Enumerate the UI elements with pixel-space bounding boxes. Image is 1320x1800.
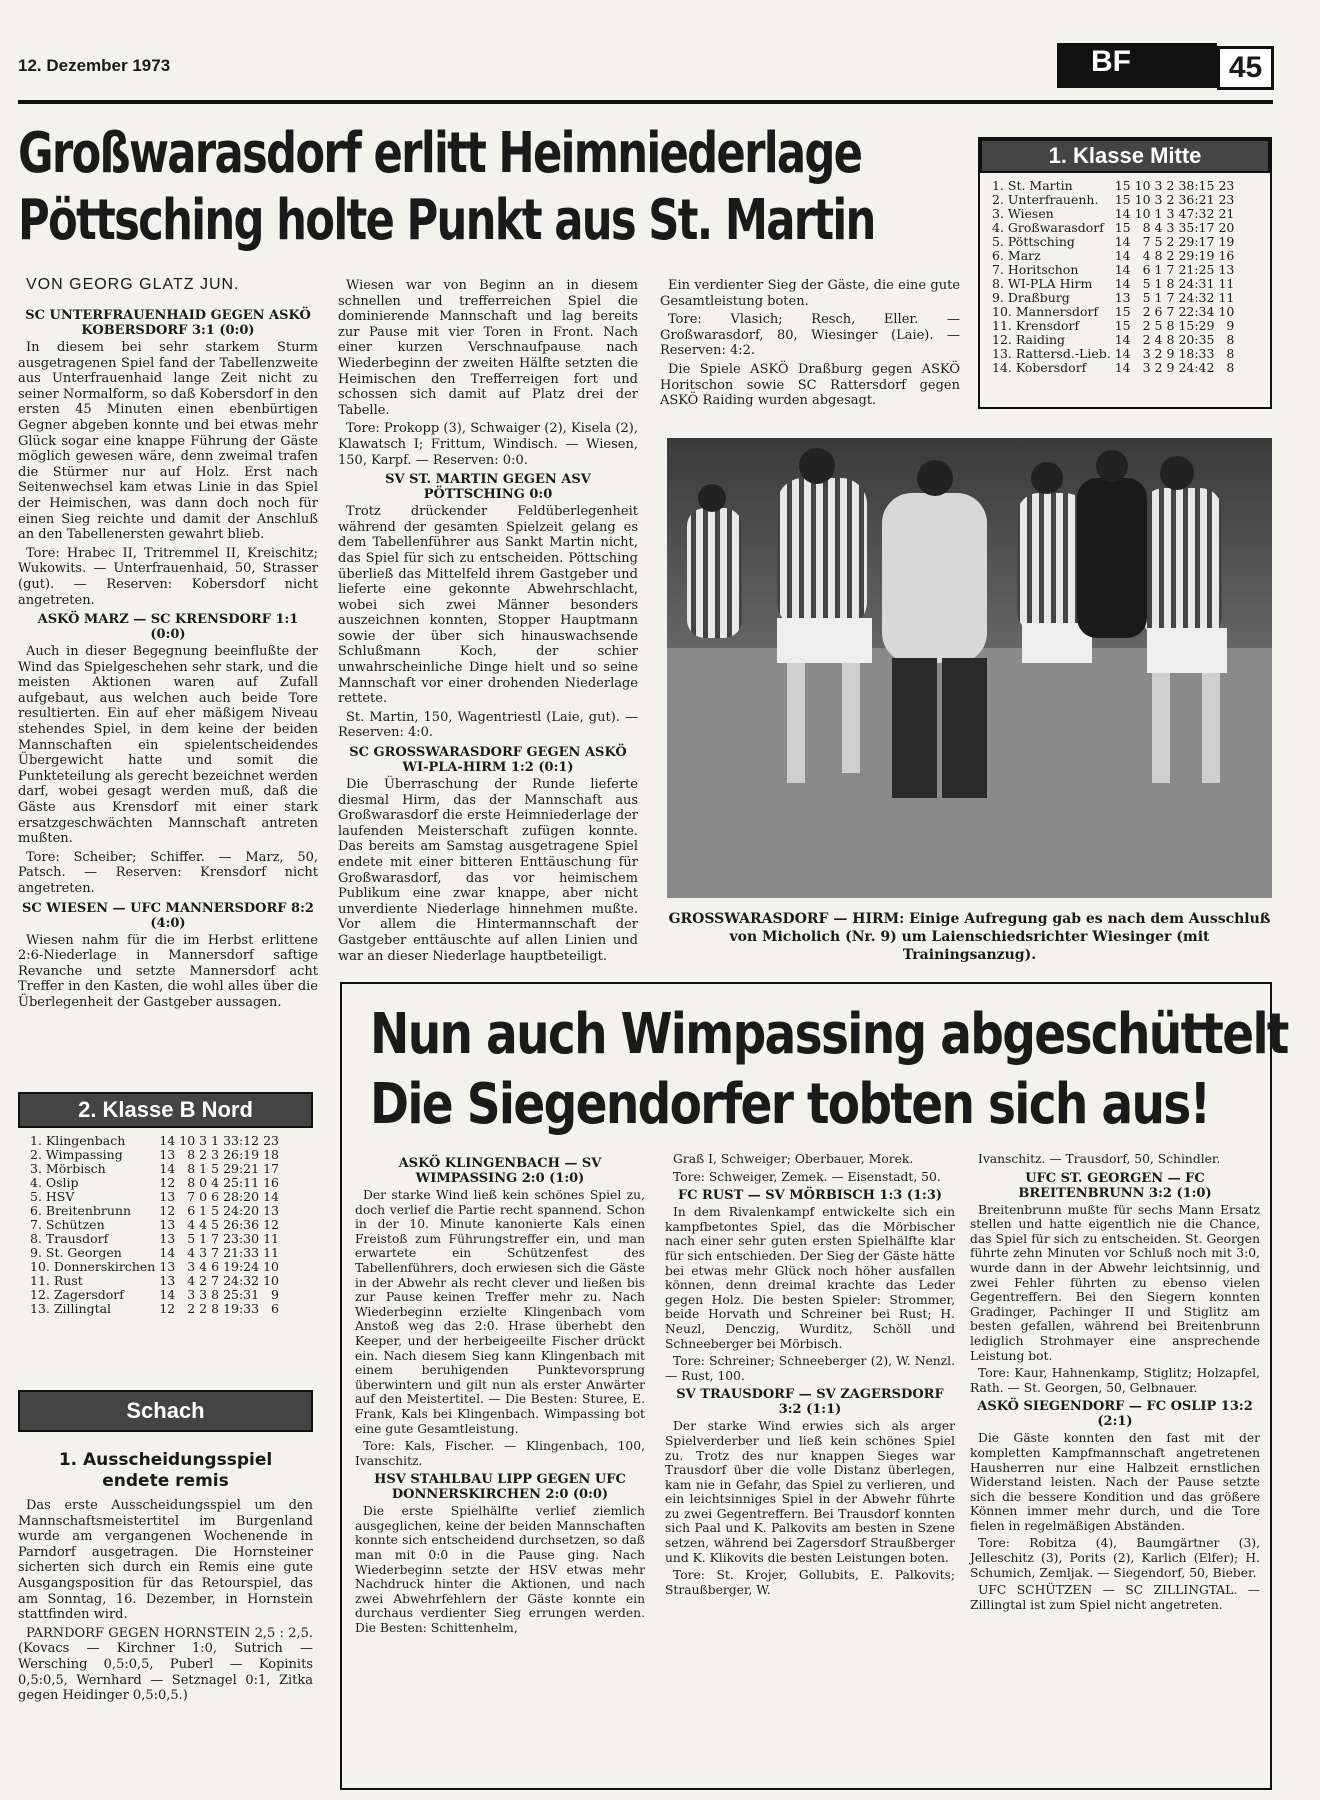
stat-cell: 19:33 (223, 1301, 260, 1316)
header-rule (18, 100, 1273, 104)
stat-cell: 20:35 (1178, 332, 1215, 347)
team-name: 2. Unterfrauenh. (992, 192, 1099, 207)
stat-cell: 2 (199, 1147, 208, 1162)
stat-cell: 11 (263, 1245, 279, 1260)
stat-cell: 21 (1218, 206, 1235, 221)
stat-cell: 8 (1166, 318, 1175, 333)
stat-cell: 24:32 (223, 1273, 260, 1288)
match-photo (667, 438, 1272, 898)
second-headline-line1: Nun auch Wimpassing abgeschüttelt (370, 1002, 1288, 1067)
stat-cell: 7 (1166, 304, 1175, 319)
stat-cell: 24:42 (1178, 360, 1215, 375)
stat-cell: 3 (187, 1287, 196, 1302)
match-heading: ASKÖ MARZ — SC KRENSDORF 1:1 (0:0) (37, 612, 299, 643)
stat-cell: 5 (211, 1217, 220, 1232)
standings-row (990, 277, 1236, 291)
stat-cell: 14 (1114, 346, 1131, 361)
stat-cell: 10 (179, 1133, 196, 1148)
stat-cell: 8 (1166, 276, 1175, 291)
standings-nord-table (28, 1134, 281, 1316)
chess-article (18, 1450, 313, 1707)
standings-row (990, 221, 1236, 235)
stat-cell: 4 (187, 1217, 196, 1232)
stat-cell: 14 (263, 1189, 279, 1204)
standings-nord (18, 1092, 313, 1352)
stat-cell: 8 (1154, 248, 1163, 263)
paragraph: Wiesen war von Beginn an in diesem schnellen und trefferreichen Spiel die dominierende Mannschaft und lag bereits zur Pause mit vier Toren in Front. Nach einer kurzen Verschnaufpause nach Wiederbeginn der zweiten Hälfte setzten die Heimischen den Trefferreigen fort und schossen sich damit auf Platz drei der Tabelle. (338, 278, 638, 418)
stat-cell: 7 (211, 1231, 220, 1246)
stat-cell: 14 (1114, 332, 1131, 347)
stat-cell: 24:32 (1178, 290, 1215, 305)
team-name: 2. Wimpassing (30, 1147, 123, 1162)
stat-cell: 12 (159, 1301, 176, 1316)
standings-row (28, 1162, 281, 1176)
team-name: 6. Marz (992, 248, 1041, 263)
players-image (667, 438, 1272, 898)
stat-cell: 12 (263, 1217, 279, 1232)
stat-cell: 13 (1114, 290, 1131, 305)
main-headline-line2: Pöttsching holte Punkt aus St. Martin (18, 188, 875, 253)
paragraph: Wiesen nahm für die im Herbst erlittene 2:6-Niederlage in Mannersdorf saftige Revanche und setzte Mannersdorf acht Treffer in den Kasten, die wohl alles über die Überlegenheit der Gastgeber aussagen. (18, 932, 318, 1010)
paragraph: Tore: Robitza (4), Baumgärtner (3), Jelleschitz (3), Porits (2), Karlich (Elfer); H. Schumich, Zemljak. — Siegendorf, 50, Bieber. (970, 1536, 1260, 1580)
stat-cell: 3 (1154, 178, 1163, 193)
team-name: 11. Rust (30, 1273, 83, 1288)
stat-cell: 10 (1134, 206, 1151, 221)
article-column-2 (338, 278, 638, 967)
stat-cell: 10 (263, 1259, 279, 1274)
team-name: 4. Großwarasdorf (992, 220, 1104, 235)
standings-nord-title: 2. Klasse B Nord (18, 1092, 313, 1128)
stat-cell: 38:15 (1178, 178, 1215, 193)
stat-cell: 23 (263, 1133, 279, 1148)
paragraph: Der starke Wind erwies sich als arger Spielverderber und ließ kein schönes Spiel zu. Trotz des nur knappen Sieges war Trausdorf über die volle Distanz überlegen, kam nie in Gefahr, das Spiel zu verlieren, und ein leichtsinniges Spiel in der Abwehr führte zu zwei Gegentreffern. Bei Trausdorf konnten sich Paal und K. Palkovits am besten in Szene setzen, während bei Zagersdorf Straußberger und K. Klikovits die besten Leistungen boten. (665, 1419, 955, 1565)
stat-cell: 10 (1134, 178, 1151, 193)
paragraph: Trotz drückender Feldüberlegenheit während der gesamten Spielzeit gelang es dem Tabellenführer aus Sankt Martin nicht, das Spiel für sich zu entscheiden. Pöttsching überließ das Mittelfeld ihrem Gastgeber und lieferte eine gekonnte Abwehrschlacht, wobei sich zwei Männer besonders auszeichnen konnten, Stopper Hauptmann sowie der über sich hinauswachsende Schlußmann Koch, der schier unwahrscheinliche Dinge hielt und so seine Mannschaft vor einer drohenden Niederlage rettete. (338, 504, 638, 707)
stat-cell: 7 (211, 1245, 220, 1260)
stat-cell: 3 (199, 1245, 208, 1260)
stat-cell: 10 (263, 1273, 279, 1288)
article-column-c (970, 1152, 1260, 1615)
stat-cell: 20 (1218, 220, 1235, 235)
stat-cell: 6 (271, 1301, 279, 1316)
match-heading: SC UNTERFRAUENHAID GEGEN ASKÖ KOBERSDORF 3:1 (0:0) (25, 308, 311, 338)
stat-cell: 14 (1114, 206, 1131, 221)
stat-cell: 5 (211, 1161, 220, 1176)
stat-cell: 3 (1142, 346, 1151, 361)
stat-cell: 4 (199, 1217, 208, 1232)
match-heading: SV TRAUSDORF — SV ZAGERSDORF 3:2 (1:1) (676, 1387, 944, 1418)
standings-row (990, 319, 1236, 333)
stat-cell: 8 (211, 1301, 220, 1316)
match-heading: UFC ST. GEORGEN — FC BREITENBRUNN 3:2 (1:0) (1018, 1170, 1212, 1201)
stat-cell: 25:11 (223, 1175, 260, 1190)
standings-row (990, 333, 1236, 347)
stat-cell: 35:17 (1178, 220, 1215, 235)
stat-cell: 13 (263, 1203, 279, 1218)
stat-cell: 11 (1218, 290, 1235, 305)
stat-cell: 8 (1226, 360, 1235, 375)
standings-row (28, 1218, 281, 1232)
standings-row (28, 1204, 281, 1218)
stat-cell: 14 (1114, 360, 1131, 375)
match-heading: SC WIESEN — UFC MANNERSDORF 8:2 (4:0) (22, 900, 314, 931)
stat-cell: 4 (211, 1175, 220, 1190)
stat-cell: 21:33 (223, 1245, 260, 1260)
article-column-a (355, 1152, 645, 1639)
stat-cell: 22:34 (1178, 304, 1215, 319)
stat-cell: 15 (1114, 178, 1131, 193)
standings-mitte (978, 137, 1272, 409)
stat-cell: 26:36 (223, 1217, 260, 1232)
paragraph: Der starke Wind ließ kein schönes Spiel zu, doch verlief die Partie recht spannend. Schon in der 10. Minute kanonierte Kals einen Freistoß zum Führungstreffer ein, und man erwartete ein Schützenfest des Tabellenführers, doch erwiesen sich die Gäste in der Abwehr als recht clever und ließen bis zur Pause keinen Treffer mehr zu. Nach Wiederbeginn erzielte Klingenbach vom Anstoß weg das 2:0. Hrase überhebt den Keeper, und der herbeigeeilte Fischer drückt ein. Nach diesem Sieg kann Klingenbach mit einem beruhigenden Punktevorsprung überwintern und gilt nun als erster Anwärter auf den Meistertitel. — Die Besten: Sturee, E. Frank, Kals bei Klingenbach. Wimpassing bot eine gute Gesamtleistung. (355, 1188, 645, 1436)
stat-cell: 29:19 (1178, 248, 1215, 263)
stat-cell: 4 (1142, 248, 1151, 263)
paragraph: Die Überraschung der Runde lieferte diesmal Hirm, das der Mannschaft aus Großwarasdorf die erste Heimniederlage der laufenden Meisterschaft zufügen konnte. Das bereits am Samstag ausgetragene Spiel endete mit einer bitteren Enttäuschung für Großwarasdorf, das vor heimischem Publikum eine zwar knappe, aber nicht unverdiente Niederlage hinnehmen mußte. Vor allem die Hintermannschaft der Gastgeber enttäuschte auf allen Linien und war an dieser Niederlage hauptbeteiligt. (338, 777, 638, 964)
stat-cell: 14 (1114, 276, 1131, 291)
stat-cell: 8 (1226, 346, 1235, 361)
team-name: 3. Mörbisch (30, 1161, 106, 1176)
standings-row (990, 179, 1236, 193)
stat-cell: 3 (199, 1133, 208, 1148)
match-heading: SC GROSSWARASDORF GEGEN ASKÖ WI-PLA-HIRM 1:2 (0:1) (349, 745, 627, 776)
team-name: 3. Wiesen (992, 206, 1054, 221)
paragraph: In dem Rivalenkampf entwickelte sich ein kampfbetontes Spiel, das die Mörbischer nach einer sehr guten ersten Spielhälfte klar für sich entschieden. Der Sieg der Gäste hätte bei etwas mehr Glück noch höher ausfallen können, denn dreimal krachte das Leder gegen Holz. Die besten Spieler: Strommer, beide Horvath und Schreiner bei Rust; H. Neuzl, Denczig, Wurditz, Schöll und Schneeberger bei Mörbisch. (665, 1205, 955, 1351)
stat-cell: 10 (1218, 304, 1235, 319)
standings-row (990, 305, 1236, 319)
paragraph: Tore: Kals, Fischer. — Klingenbach, 100, Ivanschitz. (355, 1439, 645, 1468)
stat-cell: 23:30 (223, 1231, 260, 1246)
stat-cell: 14 (159, 1133, 176, 1148)
stat-cell: 8 (187, 1175, 196, 1190)
stat-cell: 3 (199, 1287, 208, 1302)
stat-cell: 25:31 (223, 1287, 260, 1302)
team-name: 10. Mannersdorf (992, 304, 1099, 319)
team-name: 9. St. Georgen (30, 1245, 122, 1260)
paragraph: Graß I, Schweiger; Oberbauer, Morek. (673, 1152, 914, 1166)
stat-cell: 3 (1154, 192, 1163, 207)
standings-row (990, 347, 1236, 361)
stat-cell: 1 (1154, 290, 1163, 305)
stat-cell: 6 (187, 1203, 196, 1218)
stat-cell: 3 (1166, 220, 1175, 235)
stat-cell: 24:20 (223, 1203, 260, 1218)
standings-row (28, 1176, 281, 1190)
stat-cell: 4 (187, 1245, 196, 1260)
stat-cell: 1 (199, 1231, 208, 1246)
stat-cell: 16 (1218, 248, 1235, 263)
team-name: 8. Trausdorf (30, 1231, 109, 1246)
stat-cell: 6 (211, 1259, 220, 1274)
stat-cell: 18:33 (1178, 346, 1215, 361)
standings-mitte-table (990, 179, 1236, 375)
stat-cell: 8 (187, 1161, 196, 1176)
stat-cell: 4 (1154, 220, 1163, 235)
standings-row (28, 1148, 281, 1162)
stat-cell: 8 (1166, 332, 1175, 347)
stat-cell: 15 (1114, 304, 1131, 319)
stat-cell: 36:21 (1178, 192, 1215, 207)
stat-cell: 15 (1114, 220, 1131, 235)
article-column-b (665, 1152, 955, 1600)
standings-row (990, 291, 1236, 305)
paragraph: Auch in dieser Begegnung beeinflußte der Wind das Spielgeschehen sehr stark, und die meisten Aktionen waren auf Zufall aufgebaut, aus welchen auch beide Tore resultierten. Ein auf eher mäßigem Niveau stehendes Spiel, in dem keine der beiden Mannschaften ein spielentscheidendes Übergewicht hatte und somit die Punkteteilung als gerecht bezeichnet werden darf, wobei gesagt werden muß, daß die Gäste aus Krensdorf mit einer stark ersatzgeschwächten Mannschaft antreten mußten. (18, 644, 318, 847)
stat-cell: 29:17 (1178, 234, 1215, 249)
stat-cell: 33:12 (223, 1133, 260, 1148)
standings-mitte-title: 1. Klasse Mitte (980, 139, 1270, 173)
stat-cell: 14 (159, 1161, 176, 1176)
stat-cell: 47:32 (1178, 206, 1215, 221)
second-headline (370, 1000, 1288, 1140)
paragraph: Tore: St. Krojer, Gollubits, E. Palkovits; Straußberger, W. (665, 1568, 955, 1597)
stat-cell: 28:20 (223, 1189, 260, 1204)
standings-row (28, 1288, 281, 1302)
stat-cell: 4 (187, 1273, 196, 1288)
stat-cell: 1 (1154, 206, 1163, 221)
standings-row (28, 1246, 281, 1260)
standings-row (990, 263, 1236, 277)
stat-cell: 13 (1218, 262, 1235, 277)
stat-cell: 13 (159, 1147, 176, 1162)
stat-cell: 2 (1154, 346, 1163, 361)
standings-row (28, 1134, 281, 1148)
paragraph: Die Spiele ASKÖ Draßburg gegen ASKÖ Horitschon sowie SC Rattersdorf gegen ASKÖ Raiding wurden abgesagt. (660, 361, 960, 409)
stat-cell: 12 (159, 1203, 176, 1218)
stat-cell: 12 (159, 1175, 176, 1190)
paragraph: PARNDORF GEGEN HORNSTEIN 2,5 : 2,5. (Kovacs — Kirchner 1:0, Sutrich — Wersching 0,5:0,5, Puberl — Kopinits 0,5:0,5, Wernhard — Setznagel 0:1, Zitka gegen Heidinger 0,5:0,5.) (18, 1625, 313, 1704)
match-heading: ASKÖ KLINGENBACH — SV WIMPASSING 2:0 (1:0) (398, 1156, 602, 1186)
article-column-3 (660, 278, 960, 412)
standings-row (990, 193, 1236, 207)
match-heading: ASKÖ SIEGENDORF — FC OSLIP 13:2 (2:1) (977, 1399, 1253, 1430)
chess-headline: 1. Ausscheidungsspiel endete remis (58, 1450, 273, 1491)
stat-cell: 2 (1166, 234, 1175, 249)
stat-cell: 3 (187, 1259, 196, 1274)
stat-cell: 8 (1142, 220, 1151, 235)
team-name: 1. Klingenbach (30, 1133, 126, 1148)
stat-cell: 7 (211, 1273, 220, 1288)
second-headline-line2: Die Siegendorfer tobten sich aus! (370, 1072, 1210, 1137)
stat-cell: 3 (1142, 360, 1151, 375)
stat-cell: 2 (199, 1301, 208, 1316)
team-name: 11. Krensdorf (992, 318, 1080, 333)
stat-cell: 0 (199, 1175, 208, 1190)
stat-cell: 23 (1218, 192, 1235, 207)
paragraph: Tore: Schreiner; Schneeberger (2), W. Nenzl. — Rust, 100. (665, 1354, 955, 1383)
stat-cell: 2 (187, 1301, 196, 1316)
paragraph: Die erste Spielhälfte verlief ziemlich ausgeglichen, keine der beiden Mannschaften konnte sich entscheidend durchsetzen, so daß man mit 0:0 in die Pause ging. Nach Wiederbeginn setzte der HSV etwas mehr Nachdruck hinter die Aktionen, und nach zwei Abwehrfehlern der Gäste konnte ein durchaus verdienter Sieg errungen werden. Die Besten: Schittenhelm, (355, 1504, 645, 1636)
stat-cell: 3 (1166, 206, 1175, 221)
paragraph: Tore: Hrabec II, Tritremmel II, Kreischitz; Wukowits. — Unterfrauenhaid, 50, Strasser (gut). — Reserven: Kobersdorf nicht angetreten. (18, 545, 318, 608)
stat-cell: 5 (1142, 290, 1151, 305)
stat-cell: 8 (211, 1287, 220, 1302)
stat-cell: 13 (159, 1231, 176, 1246)
stat-cell: 9 (1166, 346, 1175, 361)
stat-cell: 7 (1166, 262, 1175, 277)
stat-cell: 8 (187, 1147, 196, 1162)
stat-cell: 15 (1114, 192, 1131, 207)
stat-cell: 13 (159, 1189, 176, 1204)
stat-cell: 1 (1154, 262, 1163, 277)
match-heading: FC RUST — SV MÖRBISCH 1:3 (1:3) (677, 1188, 943, 1204)
stat-cell: 14 (159, 1287, 176, 1302)
stat-cell: 5 (1154, 318, 1163, 333)
paragraph: Tore: Schweiger, Zemek. — Eisenstadt, 50. (673, 1169, 941, 1184)
stat-cell: 2 (1142, 304, 1151, 319)
stat-cell: 23 (1218, 178, 1235, 193)
team-name: 14. Kobersdorf (992, 360, 1087, 375)
stat-cell: 29:21 (223, 1161, 260, 1176)
team-name: 7. Horitschon (992, 262, 1079, 277)
article-column-1 (18, 304, 318, 1014)
standings-row (28, 1260, 281, 1274)
match-heading: HSV STAHLBAU LIPP GEGEN UFC DONNERSKIRCHEN 2:0 (0:0) (374, 1472, 626, 1503)
stat-cell: 2 (1154, 360, 1163, 375)
team-name: 5. HSV (30, 1189, 75, 1204)
stat-cell: 7 (1166, 290, 1175, 305)
paragraph: In diesem bei sehr starkem Sturm ausgetragenen Spiel fand der Tabellenzweite aus Unterfrauenhaid lange Zeit nicht zu seiner Normalform, so daß Kobersdorf in den ersten 45 Minuten einen ebenbürtigen Gegner abgeben konnte und bei etwas mehr Glück sogar eine knappe Führung der Gäste möglich gewesen wäre, denn zweimal trafen die Stürmer nur auf Holz. Erst nach Seitenwechsel kam etwas Linie in das Spiel der Heimischen, was dann doch noch für einen Sieg reichte und damit der Anschluß an den Tabellenersten gewahrt blieb. (18, 340, 318, 543)
byline: VON GEORG GLATZ JUN. (26, 276, 240, 293)
standings-row (990, 249, 1236, 263)
stat-cell: 5 (211, 1203, 220, 1218)
stat-cell: 6 (1154, 304, 1163, 319)
main-headline-line1: Großwarasdorf erlitt Heimniederlage (18, 121, 862, 186)
stat-cell: 7 (1142, 234, 1151, 249)
paragraph: Die Gäste konnten den fast mit der kompletten Kampfmannschaft angetretenen Hausherren nur eine Halbzeit ernstlichen Widerstand leisten. Nach der Pause setzte sich die bessere Kondition und das größere Können immer mehr durch, und die Tore fielen in regelmäßigen Abständen. (970, 1431, 1260, 1533)
stat-cell: 9 (1166, 360, 1175, 375)
stat-cell: 2 (1166, 178, 1175, 193)
brand-logo: BF (1057, 43, 1217, 88)
standings-row (28, 1274, 281, 1288)
stat-cell: 15:29 (1178, 318, 1215, 333)
stat-cell: 1 (199, 1203, 208, 1218)
stat-cell: 7 (187, 1189, 196, 1204)
stat-cell: 3 (211, 1147, 220, 1162)
stat-cell: 2 (1142, 318, 1151, 333)
stat-cell: 14 (1114, 234, 1131, 249)
team-name: 13. Rattersd.-Lieb. (992, 346, 1111, 361)
standings-row (990, 361, 1236, 375)
match-heading: SV ST. MARTIN GEGEN ASV PÖTTSCHING 0:0 (385, 472, 591, 503)
stat-cell: 8 (1226, 332, 1235, 347)
stat-cell: 9 (271, 1287, 279, 1302)
stat-cell: 18 (263, 1147, 279, 1162)
stat-cell: 17 (263, 1161, 279, 1176)
team-name: 13. Zillingtal (30, 1301, 112, 1316)
stat-cell: 0 (199, 1189, 208, 1204)
stat-cell: 14 (1114, 248, 1131, 263)
stat-cell: 13 (159, 1217, 176, 1232)
standings-row (28, 1232, 281, 1246)
team-name: 7. Schützen (30, 1217, 105, 1232)
stat-cell: 19 (1218, 234, 1235, 249)
standings-row (990, 235, 1236, 249)
stat-cell: 1 (211, 1133, 220, 1148)
stat-cell: 5 (187, 1231, 196, 1246)
paragraph: Ein verdienter Sieg der Gäste, die eine gute Gesamtleistung boten. (660, 278, 960, 309)
chess-section-title: Schach (18, 1390, 313, 1432)
stat-cell: 2 (1166, 248, 1175, 263)
photo-caption: GROSSWARASDORF — HIRM: Einige Aufregung gab es nach dem Ausschluß von Micholich (Nr. 9) um Laienschiedsrichter Wiesinger (mit Trainingsanzug). (668, 911, 1271, 963)
stat-cell: 6 (211, 1189, 220, 1204)
stat-cell: 13 (159, 1259, 176, 1274)
stat-cell: 14 (1114, 262, 1131, 277)
paragraph: Ivanschitz. — Trausdorf, 50, Schindler. (978, 1152, 1221, 1166)
standings-row (28, 1302, 281, 1316)
paragraph: St. Martin, 150, Wagentriestl (Laie, gut). — Reserven: 4:0. (338, 709, 638, 741)
page-number: 45 (1217, 46, 1274, 90)
stat-cell: 26:19 (223, 1147, 260, 1162)
stat-cell: 1 (1154, 276, 1163, 291)
stat-cell: 9 (1226, 318, 1235, 333)
team-name: 12. Raiding (992, 332, 1066, 347)
stat-cell: 2 (1166, 192, 1175, 207)
main-headline (18, 120, 875, 254)
standings-row (28, 1190, 281, 1204)
paragraph: Tore: Kaur, Hahnenkamp, Stiglitz; Holzapfel, Rath. — St. Georgen, 50, Gelbnauer. (970, 1366, 1260, 1395)
team-name: 1. St. Martin (992, 178, 1073, 193)
issue-date: 12. Dezember 1973 (18, 56, 171, 75)
paragraph: UFC SCHÜTZEN — SC ZILLINGTAL. — Zillingtal ist zum Spiel nicht angetreten. (970, 1583, 1260, 1612)
stat-cell: 2 (1142, 332, 1151, 347)
stat-cell: 6 (1142, 262, 1151, 277)
stat-cell: 5 (1142, 276, 1151, 291)
team-name: 5. Pöttsching (992, 234, 1075, 249)
team-name: 12. Zagersdorf (30, 1287, 124, 1302)
stat-cell: 5 (1154, 234, 1163, 249)
stat-cell: 11 (1218, 276, 1235, 291)
paragraph: Breitenbrunn mußte für sechs Mann Ersatz stellen und hatte eigentlich nie die Chance, das Spiel für sich zu entscheiden. St. Georgen führte zehn Minuten vor Schluß noch mit 3:0, wurde dann in der Abwehr leichtsinnig, und zwei Fehler führten zu ebenso vielen Gegentreffern. Bei den Siegern konnten Gradinger, Pachinger II und Stiglitz am besten gefallen, während bei Breitenbrunn lediglich Strohmayer eine ansprechende Leistung bot. (970, 1202, 1260, 1363)
team-name: 6. Breitenbrunn (30, 1203, 132, 1218)
paragraph: Tore: Vlasich; Resch, Eller. — Großwarasdorf, 80, Wiesinger (Laie). — Reserven: 4:2. (660, 312, 960, 359)
team-name: 10. Donnerskirchen (30, 1259, 156, 1274)
stat-cell: 10 (1134, 192, 1151, 207)
stat-cell: 15 (1114, 318, 1131, 333)
paragraph: Tore: Scheiber; Schiffer. — Marz, 50, Patsch. — Reserven: Krensdorf nicht angetreten. (18, 849, 318, 896)
stat-cell: 1 (199, 1161, 208, 1176)
stat-cell: 4 (199, 1259, 208, 1274)
stat-cell: 11 (263, 1231, 279, 1246)
stat-cell: 4 (1154, 332, 1163, 347)
paragraph: Tore: Prokopp (3), Schwaiger (2), Kisela (2), Klawatsch I; Frittum, Windisch. — Wiesen, 150, Karpf. — Reserven: 0:0. (338, 421, 638, 468)
stat-cell: 13 (159, 1273, 176, 1288)
stat-cell: 19:24 (223, 1259, 260, 1274)
paragraph: Das erste Ausscheidungsspiel um den Mannschaftsmeistertitel im Burgenland wurde am vergangenen Wochenende in Parndorf ausgetragen. Die Hornsteiner sicherten sich durch ein Remis eine gute Ausgangsposition für das Retourspiel, das am Sonntag, 16. Dezember, in Hornstein stattfinden wird. (18, 1498, 313, 1623)
team-name: 9. Draßburg (992, 290, 1070, 305)
stat-cell: 16 (263, 1175, 279, 1190)
standings-row (990, 207, 1236, 221)
stat-cell: 24:31 (1178, 276, 1215, 291)
stat-cell: 21:25 (1178, 262, 1215, 277)
team-name: 4. Oslip (30, 1175, 79, 1190)
stat-cell: 2 (199, 1273, 208, 1288)
stat-cell: 14 (159, 1245, 176, 1260)
team-name: 8. WI-PLA Hirm (992, 276, 1093, 291)
